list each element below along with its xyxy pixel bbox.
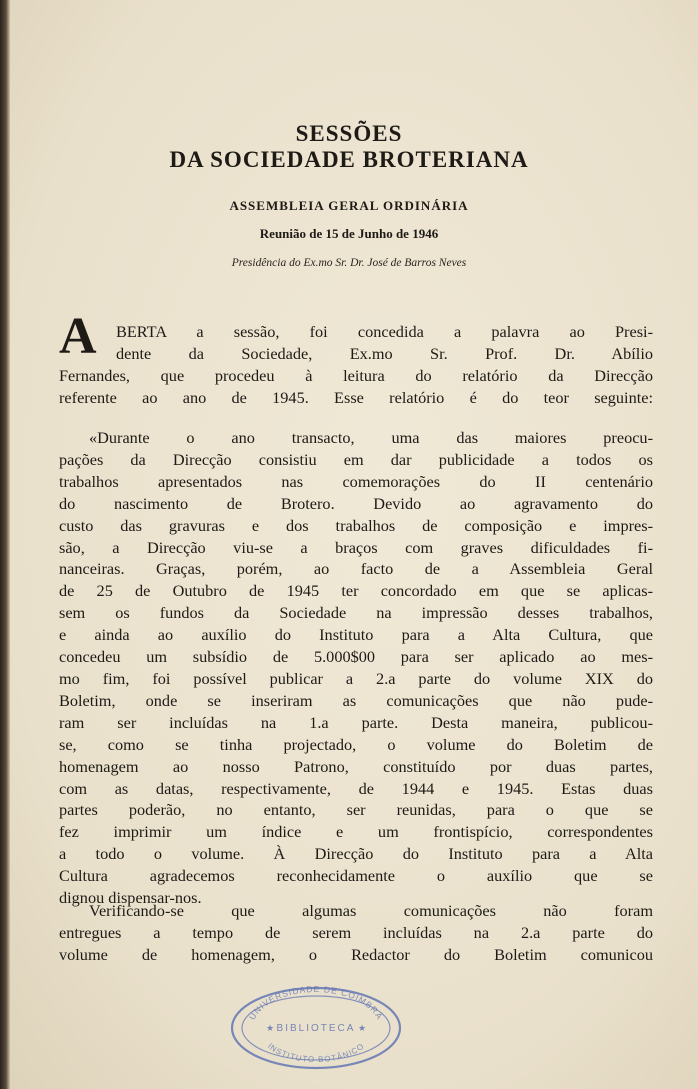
opening-line: BERTA a sessão, foi concedida a palavra ao Presi- [116, 322, 653, 341]
stamp-star-right-icon: ★ [357, 1023, 367, 1033]
report-line: mo fim, foi possível publicar a 2.a parte do volume XIX do [59, 668, 653, 688]
report-line: nanceiras. Graças, porém, ao facto de a Assembleia Geral [59, 559, 653, 579]
report-line: custo das gravuras e dos trabalhos de composição e impres- [59, 515, 653, 535]
meeting-date: Reunião de 15 de Junho de 1946 [259, 226, 439, 241]
report-paragraph [59, 427, 653, 909]
report-line: com as datas, respectivamente, de 1944 e 1945. Estas duas [59, 778, 653, 798]
opening-line: Fernandes, que procedeu à leitura do relatório da Direcção [59, 365, 653, 385]
report-line: a todo o volume. À Direcção do Instituto para a Alta [59, 844, 653, 864]
stamp-star-left-icon: ★ [265, 1023, 275, 1033]
report-line: de 25 de Outubro de 1945 ter concordado em que se aplicas- [59, 581, 653, 601]
report-line: pações da Direcção consistiu em dar publicidade a todos os [59, 449, 653, 469]
report-line: concedeu um subsídio de 5.000$00 para ser aplicado ao mes- [59, 647, 653, 667]
drop-cap: A [59, 308, 97, 365]
title-line-1: SESSÕES [295, 121, 403, 146]
report-line: trabalhos apresentados nas comemorações do II centenário [59, 471, 653, 491]
report-line: sem os fundos da Sociedade na impressão desses trabalhos, [59, 603, 653, 623]
presidency-line: Presidência do Ex.mo Sr. Dr. José de Barros Neves [231, 257, 467, 269]
continuation-line: entregues a tempo de serem incluídas na 2.a parte do [59, 922, 653, 942]
stamp-bottom-text: INSTITUTO BOTÂNICO [265, 1041, 367, 1065]
report-line: dignou dispensar-nos. [59, 888, 202, 908]
continuation-paragraph [59, 900, 653, 966]
opening-paragraph [59, 321, 653, 409]
title-line-2: DA SOCIEDADE BROTERIANA [169, 147, 529, 172]
stamp-top-text: UNIVERSIDADE DE COIMBRA [246, 983, 386, 1022]
continuation-line: Verificando-se que algumas comunicações não foram [89, 901, 653, 920]
report-line: e ainda ao auxílio do Instituto para a Alta Cultura, que [59, 625, 653, 645]
svg-text:UNIVERSIDADE DE COIMBRA [247, 984, 385, 1022]
report-line: ram ser incluídas na 1.a parte. Desta maneira, publicou- [59, 712, 653, 732]
svg-text:INSTITUTO BOTÂNICO [266, 1041, 366, 1064]
report-line: homenagem ao nosso Patrono, constituído por duas partes, [59, 756, 653, 776]
report-line: Cultura agradecemos reconhecidamente o auxílio que se [59, 866, 653, 886]
report-line: do nascimento de Brotero. Devido ao agravamento do [59, 493, 653, 513]
continuation-line: volume de homenagem, o Redactor do Boletim comunicou [59, 944, 653, 964]
stamp-middle-text: BIBLIOTECA [276, 1023, 356, 1034]
section-subtitle: ASSEMBLEIA GERAL ORDINÁRIA [229, 198, 469, 213]
library-stamp [230, 980, 402, 1070]
opening-line: referente ao ano de 1945. Esse relatório é do teor seguinte: [59, 387, 653, 407]
opening-line: dente da Sociedade, Ex.mo Sr. Prof. Dr. Abílio [116, 343, 653, 363]
report-line: «Durante o ano transacto, uma das maiores preocu- [89, 428, 653, 447]
report-line: se, como se tinha projectado, o volume do Boletim de [59, 734, 653, 754]
report-line: partes poderão, no entanto, ser reunidas, para o que se [59, 800, 653, 820]
report-line: Boletim, onde se inseriram as comunicações que não pude- [59, 690, 653, 710]
report-line: fez imprimir um índice e um frontispício, correspondentes [59, 822, 653, 842]
report-line: são, a Direcção viu-se a braços com graves dificuldades fi- [59, 537, 653, 557]
